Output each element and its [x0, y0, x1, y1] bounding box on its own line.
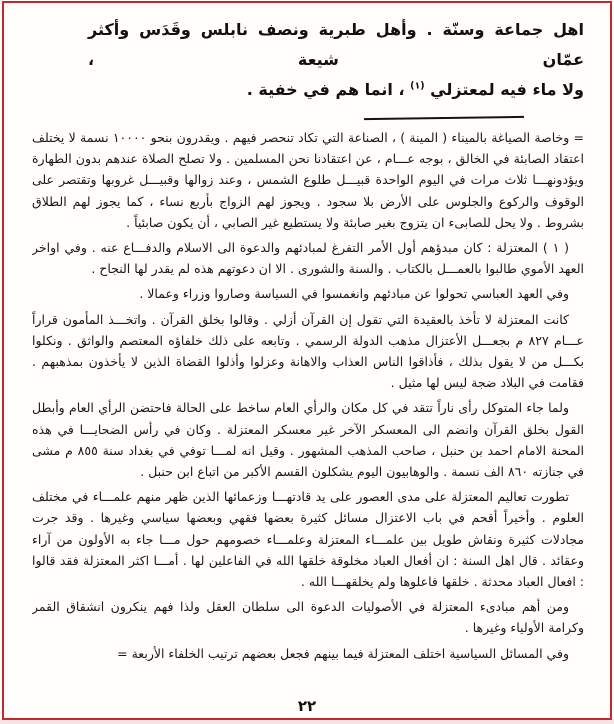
main-text [32, 15, 584, 105]
footnote-separator-rule [364, 116, 524, 120]
footnote-paragraph: تطورت تعاليم المعتزلة على مدى العصور على يد قادتهـــا وزعمائها الذين ظهر منهم علمـــاء في مختلف العلوم . وأخيراً أقحم في باب الاعتزال مسائل كثيرة بعضها فقهي وبعضها سياسي وغيرها . وقد جرت مجادلات كثيرة ونقاش طويل بين علمـــاء المعتزلة وعلمـــاء خصومهم حول مـــا جاء به الأولون من آراء وعقائد . قال اهل السنة : ان أفعال العباد مخلوقة خلقها الله في الفاعلين لها . أمـــا اكثر المعتزلة فقد قالوا : افعال العباد محدثة . خلقها فاعلوها ولم يخلقهـــا الله . [32, 489, 584, 590]
footnote-paragraph-continuation-out: وفي المسائل السياسية اختلف المعتزلة فيما بينهم فجعل بعضهم ترتيب الخلفاء الأربعة = [117, 645, 569, 661]
footnote-paragraph-continuation: = وخاصة الصياغة بالميناء ( المينة ) ، الصناعة التي تكاد تنحصر فيهم . ويقدرون بنحو ١٠٠٠٠ نسمة لا يختلف اعتقاد الصابئة في الخالق ، بوجه عـــام ، عن اعتقادنا نحن المسلمين . ولا تصلح الصلاة عندهم بدون الطهارة ويؤدونهـــا ثلاث مرات في اليوم الواحدة قبيـــل طلوع الشمس ، وعند زوالها وقبيـــل غروبها وتقتصر على الوقوف والركوع والجلوس على الأرض بلا سجود . ويجوز لهم الزواج بأربع نساء ، كما يجوز لهم الطلاق بشروط . ولا يحل للصابىء ان يتزوج بغير صابئة ولا يستطيع غير الصابي ، أن يكون صابئياً . [32, 130, 584, 230]
main-text-line-1: اهل جماعة وسنّة . وأهل طبرية ونصف نابلس وقَدَس وأكثر عمّان شيعة ، [88, 20, 584, 69]
footnote-paragraph: ( ١ ) المعتزلة : كان مبدؤهم أول الأمر التفرغ لمبادئهم والدعوة الى الاسلام والدفـــاع عنه . وفي اواخر العهد الأموي طالبوا بالعمـــل بالكتاب . والسنة والشورى . الا ان دعوتهم هذه لم يقدر لها النجاح . [32, 240, 584, 277]
main-text-line-2-post: ، انما هم في خفية . [246, 80, 411, 99]
scan-bottom-strip [0, 720, 614, 724]
footnote-paragraph: وفي العهد العباسي تحولوا عن مبادئهم وانغمسوا في السياسة وصاروا وزراء وعمالا . [139, 286, 569, 302]
main-text-line-2 [88, 75, 584, 105]
main-text-line-2-pre: ولا ماء فيه لمعتزلي [424, 80, 584, 99]
footnote-paragraph: كانت المعتزلة لا تأخذ بالعقيدة التي تقول إن القرآن أزلي . وقالوا بخلق القرآن . واتخـــذ المأمون قراراً عـــام ٨٢٧ م بجعـــل الأعتزال مذهب الدولة الرسمي . وتابعه على ذلك خلفاؤه المعتصم والواثق . ونكلوا بكـــل من لا يقول بذلك ، فأذاقوا الناس العذاب والاهانة وعزلوا وأذلوا القضاة الذين لا يأخذون بمذهبهم . فقامت في البلاد ضجة ليس لها مثيل . [32, 311, 584, 391]
page-number: ٢٢ [297, 697, 317, 715]
footnote-reference-marker: (١) [410, 80, 425, 92]
footnote-paragraph: ومن أهم مبادىء المعتزلة في الأصوليات الدعوة الى سلطان العقل ولذا فهم ينكرون انشقاق القمر وكرامة الأولياء وغيرها . [32, 599, 584, 636]
footnote-block [32, 127, 584, 668]
footnote-paragraph: ولما جاء المتوكل رأى ناراً تتقد في كل مكان والرأي العام ساخط على الحالة فاحتضن الرأي العام وأبطل القول بخلق القرآن وانضم الى المعسكر الآخر غير معسكر المعتزلة . وكان في رأس الضحايـــا في هذه المحنة الامام احمد بن حنبل ، صاحب المذهب المشهور . وقيل انه لمـــا توفي في بغداد سنة ٨٥٥ م مشى في جنازته ٨٦٠ الف نسمة . والوهابيون اليوم يشكلون القسم الأكبر من اتباع ابن حنبل . [32, 400, 584, 480]
